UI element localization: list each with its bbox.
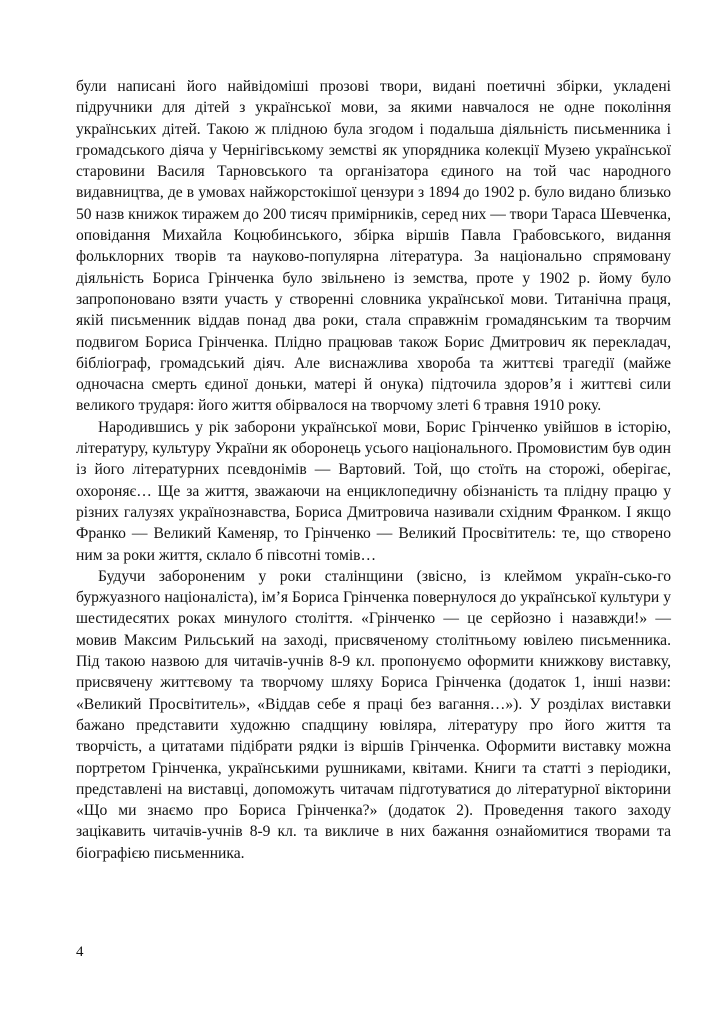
paragraph-1: були написані його найвідоміші прозові твори, видані поетичні збірки, укладені підручники для дітей з української мови, за якими навчалося не одне покоління українських дітей. Такою ж плідною була згодом і подальша діяльність письменника і громадського діяча у Чернігівському земстві як упорядника колекції Музею української старовини Василя Тарновського та організатора єдиного на той час народного видавництва, де в умовах найжорстокішої цензури з 1894 до 1902 р. було видано близько 50 назв книжок тиражем до 200 тисяч примірників, серед них — твори Тараса Шевченка, оповідання Михайла Коцюбинського, збірка віршів Павла Грабовського, видання фольклорних творів та науково-популярна література. За національно спрямовану діяльність Бориса Грінченка було звільнено із земства, проте у 1902 р. йому було запропоновано взяти участь у створенні словника української мови. Титанічна праця, якій письменник віддав понад два роки, стала справжнім громадянським та творчим подвигом Бориса Грінченка. Плідно працював також Борис Дмитрович як перекладач, бібліограф, громадський діяч. Але виснажлива хвороба та життєві трагедії (майже одночасна смерть єдиної доньки, матері й онука) підточила здоров’я і життєві сили великого трударя: його життя обірвалося на творчому злеті 6 травня 1910 року. [76, 78, 671, 415]
paragraph-3: Будучи забороненим у роки сталінщини (звісно, із клеймом україн-сько-го буржуазного націоналіста), ім’я Бориса Грінченка повернулося до української культури у шестидесятих роках минулого століття. «Грінченко — це серйозно і назавжди!» — мовив Максим Рильський на заході, присвяченому столітньому ювілею письменника. Під такою назвою для читачів-учнів 8-9 кл. пропонуємо оформити книжкову виставку, присвячену життєвому та творчому шляху Бориса Грінченка (додаток 1, інші назви: «Великий Просвітитель», «Віддав себе я праці без вагання…»). У розділах виставки бажано представити художню спадщину ювіляра, літературу про його життя та творчість, а цитатами підібрати рядки із віршів Грінченка. Оформити виставку можна портретом Грінченка, українськими рушниками, квітами. Книги та статті з періодики, представлені на виставці, допоможуть читачам підготуватися до літературної вікторини «Що ми знаємо про Бориса Грінченка?» (додаток 2). Проведення такого заходу зацікавить читачів-учнів 8-9 кл. та викличе в них бажання ознайомитися творами та біографією письменника. [76, 567, 671, 862]
paragraph-2: Народившись у рік заборони української мови, Борис Грінченко увійшов в історію, літературу, культуру України як оборонець усього національного. Промовистим був один із його літературних псевдонімів — Вартовий. Той, що стоїть на сторожі, оберігає, охороняє… Ще за життя, зважаючи на енциклопедичну обізнаність та плідну працю у різних галузях українознавства, Бориса Дмитровича називали східним Франком. І якщо Франко — Великий Каменяр, то Грінченко — Великий Просвітитель: те, що створено ним за роки життя, склало б півсотні томів… [76, 418, 671, 564]
page-number: 4 [76, 944, 84, 960]
document-page [76, 76, 671, 864]
